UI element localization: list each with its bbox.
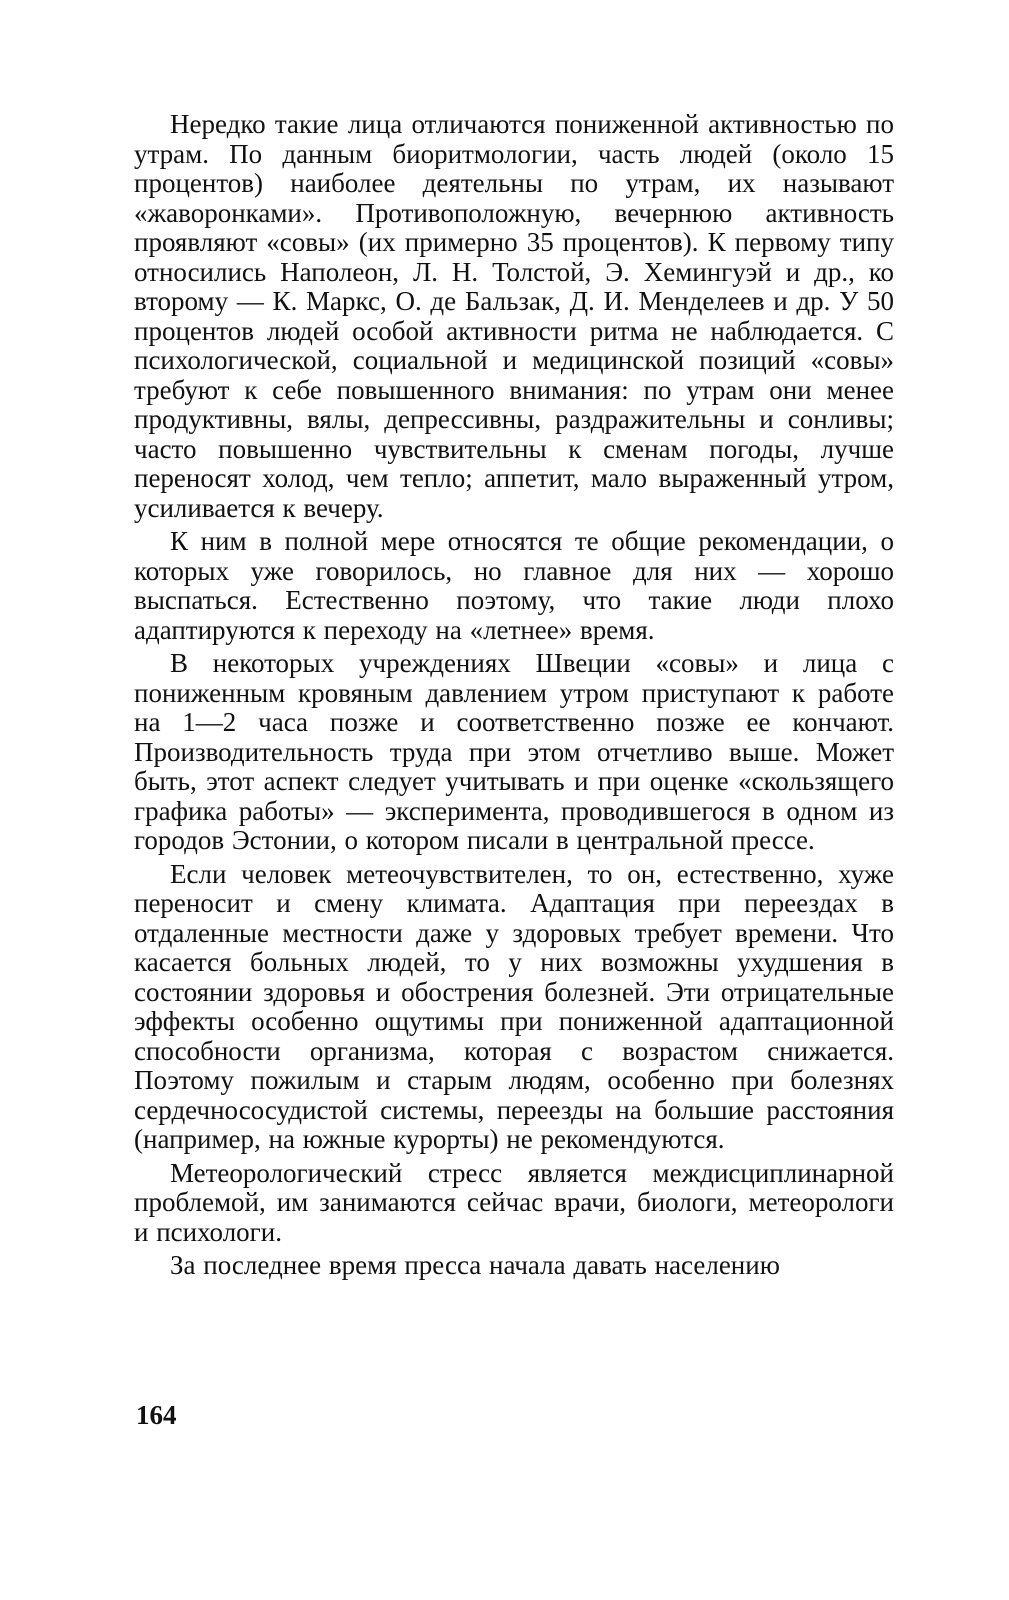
paragraph-3: В некоторых учреждениях Швеции «совы» и лица с пониженным кровяным давлением утром приступают к работе на 1—2 часа позже и соответственно позже ее кончают. Производительность труда при этом отчетливо выше. Может быть, этот аспект следует учитывать и при оценке «скользящего графика работы» — эксперимента, проводившегося в одном из городов Эстонии, о котором писали в центральной прессе. [134, 648, 894, 855]
page-number: 164 [136, 1400, 177, 1430]
page-body [134, 110, 894, 1285]
paragraph-5: Метеорологический стресс является междисциплинарной проблемой, им занимаются сейчас врачи, биологи, метеорологи и психологи. [134, 1157, 894, 1247]
paragraph-6: За последнее время пресса начала давать населению [170, 1250, 780, 1280]
paragraph-4: Если человек метеочувствителен, то он, естественно, хуже переносит и смену климата. Адаптация при переездах в отдаленные местности даже у здоровых требует времени. Что касается больных людей, то у них возможны ухудшения в состоянии здоровья и обострения болезней. Эти отрицательные эффекты особенно ощутимы при пониженной адаптационной способности организма, которая с возрастом снижается. Поэтому пожилым и старым людям, особенно при болезнях сердечнососудистой системы, переезды на большие расстояния (например, на южные курорты) не рекомендуются. [134, 858, 894, 1154]
paragraph-1: Нередко такие лица отличаются пониженной активностью по утрам. По данным биоритмологии, часть людей (около 15 процентов) наиболее деятельны по утрам, их называют «жаворонками». Противоположную, вечернюю активность проявляют «совы» (их примерно 35 процентов). К первому типу относились Наполеон, Л. Н. Толстой, Э. Хемингуэй и др., ко второму — К. Маркс, О. де Бальзак, Д. И. Менделеев и др. У 50 процентов людей особой активности ритма не наблюдается. С психологической, социальной и медицинской позиций «совы» требуют к себе повышенного внимания: по утрам они менее продуктивны, вялы, депрессивны, раздражительны и сонливы; часто повышенно чувствительны к сменам погоды, лучше переносят холод, чем тепло; аппетит, мало выраженный утром, усиливается к вечеру. [134, 109, 894, 523]
paragraph-2: К ним в полной мере относятся те общие рекомендации, о которых уже говорилось, но главное для них — хорошо выспаться. Естественно поэтому, что такие люди плохо адаптируются к переходу на «летнее» время. [134, 526, 894, 645]
